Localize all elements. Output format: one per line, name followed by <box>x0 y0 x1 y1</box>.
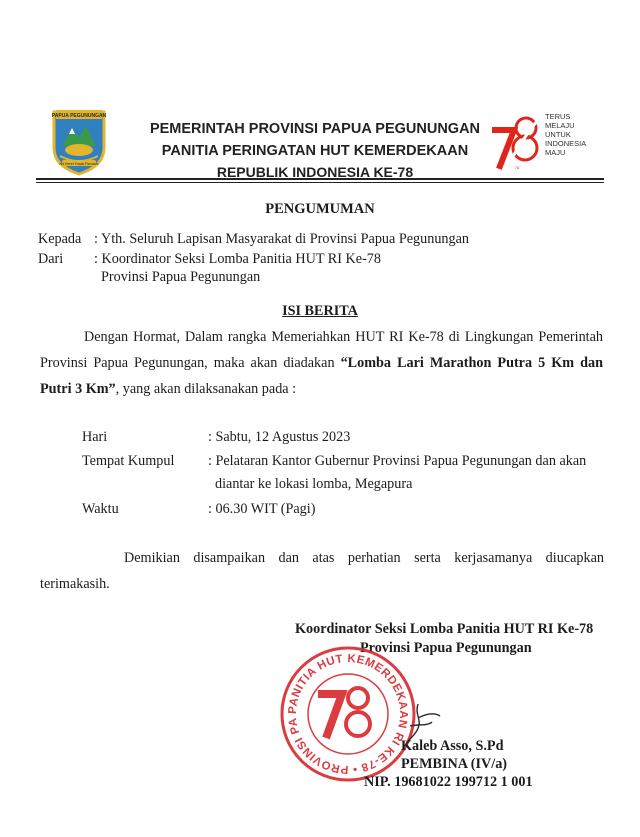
time-value: : 06.30 WIT (Pagi) <box>208 501 316 517</box>
signatory-office: Koordinator Seksi Lomba Panitia HUT RI Ke-78 <box>295 621 594 637</box>
signatory-rank: PEMBINA (IV/a) <box>401 756 508 772</box>
event-name: “Lomba Lari Marathon Putra 5 Km dan <box>340 355 603 371</box>
place-value: : Pelataran Kantor Gubernur Provinsi Papua Pegunungan dan akan <box>208 453 587 469</box>
paragraph-1-line-2 <box>40 355 603 372</box>
day-label: Hari <box>82 429 108 445</box>
to-value: : Yth. Seluruh Lapisan Masyarakat di Provinsi Papua Pegunungan <box>94 231 469 247</box>
place-label: Tempat Kumpul <box>82 453 175 469</box>
tagline-word: UNTUK <box>545 130 571 139</box>
document-title: PENGUMUMAN <box>265 201 375 217</box>
to-label: Kepada <box>38 231 82 247</box>
signatory-nip: NIP. 19681022 199712 1 001 <box>364 774 533 790</box>
time-label: Waktu <box>82 501 119 517</box>
signatory-name: Kaleb Asso, S.Pd <box>401 738 504 754</box>
event-name-cont: Putri 3 Km” <box>40 381 116 397</box>
header-rule-thick <box>36 178 604 180</box>
closing-line-2: terimakasih. <box>40 576 110 592</box>
stamp-text: PANITIA HUT KEMERDEKAAN RI KE-78 • PROVINSI PA <box>286 652 410 776</box>
closing-line-1: Demikian disampaikan dan atas perhatian serta kerjasamanya diucapkan <box>124 550 604 566</box>
header-line-3: REPUBLIK INDONESIA KE-78 <box>216 164 414 180</box>
paragraph-1-line-1: Dengan Hormat, Dalam rangka Memeriahkan HUT RI Ke-78 di Lingkungan Pemerintah <box>84 329 603 345</box>
emblem-banner-text: PAPUA PEGUNUNGAN <box>51 113 107 119</box>
header-line-1: PEMERINTAH PROVINSI PAPUA PEGUNUNGAN <box>149 121 481 137</box>
provincial-emblem <box>50 106 108 176</box>
hut-tagline <box>545 112 586 157</box>
from-value: : Koordinator Seksi Lomba Panitia HUT RI Ke-78 <box>94 251 381 267</box>
hut-logo-number: 78 <box>514 165 520 170</box>
header-line-2: PANITIA PERINGATAN HUT KEMERDEKAAN <box>161 143 469 159</box>
header-rule-thin <box>36 182 604 183</box>
paragraph-text: , yang akan dilaksanakan pada : <box>115 381 297 397</box>
hut-78-logo <box>492 110 542 170</box>
day-value: : Sabtu, 12 Agustus 2023 <box>208 429 351 445</box>
tagline-word: MELAJU <box>545 121 575 130</box>
from-label: Dari <box>38 251 64 267</box>
tagline-word: TERUS <box>545 112 571 121</box>
from-value-cont: Provinsi Papua Pegunungan <box>101 269 261 285</box>
section-title: ISI BERITA <box>282 303 358 319</box>
tagline-word: INDONESIA <box>545 139 587 148</box>
tagline-word: MAJU <box>545 148 566 157</box>
paragraph-1-line-3 <box>40 381 296 398</box>
place-value-cont: diantar ke lokasi lomba, Megapura <box>215 476 413 492</box>
emblem-motto: Nit Heret Yosak Renawe <box>59 162 99 166</box>
signatory-office-cont: Provinsi Papua Pegunungan <box>360 640 532 656</box>
paragraph-text: Provinsi Papua Pegunungan, maka akan diadakan <box>40 355 341 371</box>
